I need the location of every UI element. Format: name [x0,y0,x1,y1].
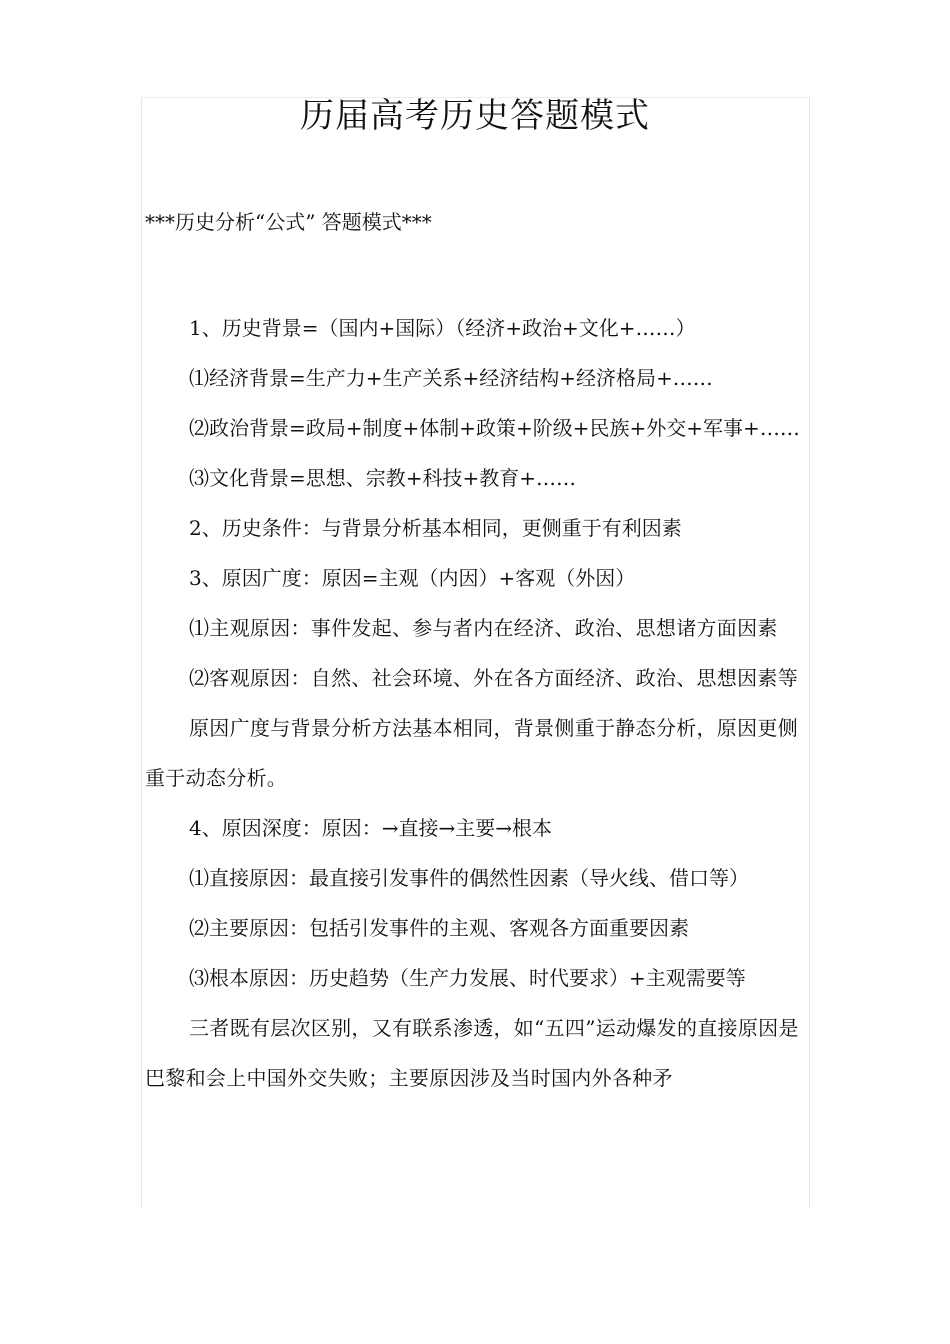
document-subtitle: ***历史分析“公式” 答题模式*** [145,210,432,234]
document-title: 历届高考历史答题模式 [300,96,650,136]
paragraph-objective-cause: ⑵客观原因：自然、社会环境、外在各方面经济、政治、思想因素等 [189,666,798,690]
paragraph-example: 三者既有层次区别，又有联系渗透，如“五四”运动爆发的直接原因是巴黎和会上中国外交失败；主要原因涉及当时国内外各种矛 [145,1016,799,1090]
paragraph-breadth-note: 原因广度与背景分析方法基本相同，背景侧重于静态分析，原因更侧重于动态分析。 [145,716,798,790]
paragraph-subjective-cause: ⑴主观原因：事件发起、参与者内在经济、政治、思想诸方面因素 [189,616,778,640]
paragraph-direct-cause: ⑴直接原因：最直接引发事件的偶然性因素（导火线、借口等） [189,866,749,890]
paragraph-economic-background: ⑴经济背景=生产力+生产关系+经济结构+经济格局+…… [189,366,713,390]
paragraph-cultural-background: ⑶文化背景=思想、宗教+科技+教育+…… [189,466,577,490]
paragraph-cause-breadth: 3、原因广度：原因=主观（内因）+客观（外因） [189,566,636,590]
document-body [145,303,817,1103]
paragraph-background: 1、历史背景=（国内+国际）（经济+政治+文化+……） [189,316,696,340]
paragraph-conditions: 2、历史条件：与背景分析基本相同，更侧重于有利因素 [189,516,682,540]
paragraph-root-cause: ⑶根本原因：历史趋势（生产力发展、时代要求）+主观需要等 [189,966,746,990]
paragraph-main-cause: ⑵主要原因：包括引发事件的主观、客观各方面重要因素 [189,916,689,940]
paragraph-cause-depth: 4、原因深度：原因：→直接→主要→根本 [189,816,552,840]
paragraph-political-background: ⑵政治背景=政局+制度+体制+政策+阶级+民族+外交+军事+…… [189,416,800,440]
